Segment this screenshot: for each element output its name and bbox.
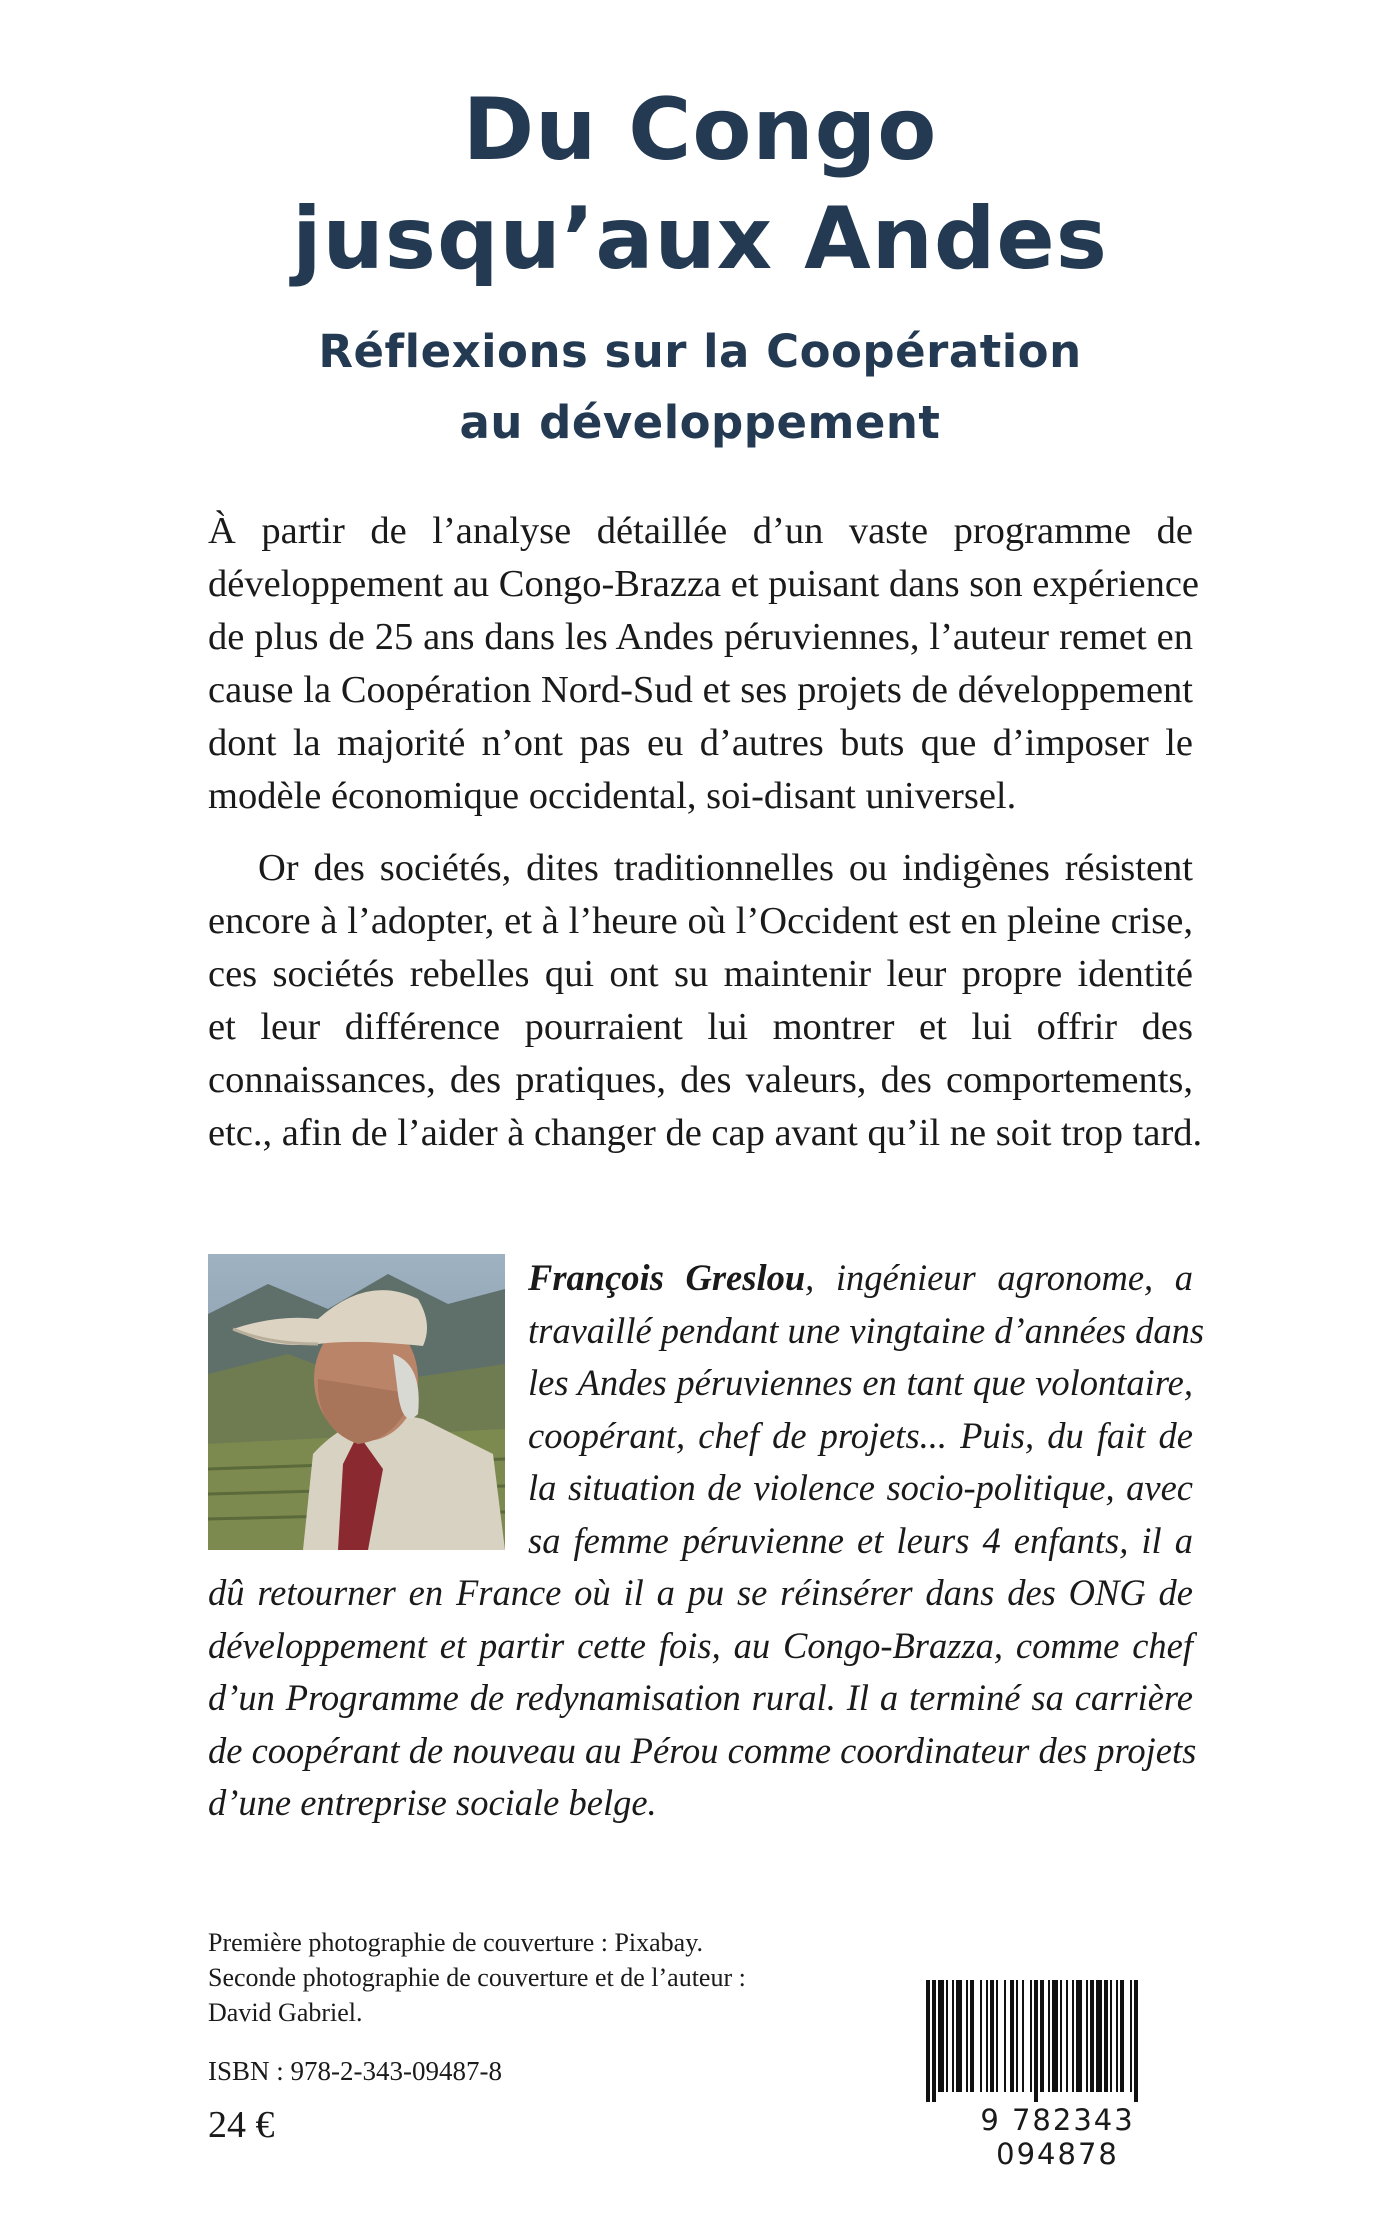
credit-line: David Gabriel. — [208, 1998, 363, 2027]
barcode-bar — [926, 1980, 930, 2102]
author-bio-beside-photo — [528, 1252, 1205, 1567]
author-bio-full-width — [208, 1567, 1197, 1830]
barcode-bar — [986, 1980, 988, 2092]
barcode-bar — [1030, 1980, 1032, 2092]
barcode-bar — [956, 1980, 962, 2092]
barcode-bar — [990, 1980, 994, 2092]
photo-credits — [208, 1925, 808, 2030]
barcode-bar — [1052, 1980, 1058, 2092]
bio-line: coopérant, chef de projets... Puis, du fait de — [528, 1414, 1193, 1456]
isbn: ISBN : 978-2-343-09487-8 — [208, 2056, 502, 2086]
author-name: François Greslou — [528, 1257, 806, 1298]
barcode-bar — [1022, 1980, 1024, 2092]
credit-line: Seconde photographie de couverture et de l’auteur : — [208, 1963, 746, 1992]
book-subtitle-line-2: au développement — [459, 396, 941, 449]
barcode-bar — [1034, 1980, 1038, 2102]
bio-line: les Andes péruviennes en tant que volontaire, — [528, 1362, 1193, 1403]
barcode-bars — [920, 1980, 1195, 2102]
barcode-bar — [996, 1980, 998, 2092]
barcode — [920, 1980, 1195, 2171]
barcode-bar — [938, 1980, 944, 2092]
barcode-bar — [952, 1980, 954, 2092]
barcode-digits: 9 782343 094878 — [980, 2103, 1135, 2171]
book-title-line-2: jusqu’aux Andes — [292, 189, 1108, 289]
author-photo — [208, 1254, 505, 1550]
barcode-bar — [1116, 1980, 1118, 2092]
barcode-bar — [932, 1980, 936, 2102]
summary-paragraph-1 — [208, 505, 1200, 823]
barcode-bar — [1104, 1980, 1108, 2092]
bio-line: sa femme péruvienne et leurs 4 enfants, il a — [528, 1519, 1193, 1561]
summary-line: ces sociétés rebelles qui ont su maintenir leur propre identité — [208, 953, 1193, 995]
summary-line: Or des sociétés, dites traditionnelles ou indigènes résistent — [258, 847, 1193, 889]
barcode-bar — [1072, 1980, 1074, 2092]
summary-line: cause la Coopération Nord-Sud et ses projets de développement — [208, 669, 1193, 711]
barcode-bar — [1086, 1980, 1088, 2092]
bio-line: d’un Programme de redynamisation rural. Il a terminé sa carrière — [208, 1677, 1193, 1718]
summary-line: connaissances, des pratiques, des valeurs, des comportements, — [208, 1059, 1193, 1101]
price: 24 € — [208, 2104, 275, 2146]
summary-line: modèle économique occidental, soi-disant universel. — [208, 775, 1017, 817]
barcode-bar — [1004, 1980, 1006, 2092]
barcode-bar — [1066, 1980, 1068, 2092]
author-portrait-image — [208, 1254, 505, 1550]
summary-line: développement au Congo-Brazza et puisant dans son expérience — [208, 563, 1200, 605]
summary-line: etc., afin de l’aider à changer de cap avant qu’il ne soit trop tard. — [208, 1112, 1203, 1154]
barcode-bar — [1120, 1980, 1124, 2092]
bio-line: , ingénieur agronome, a — [805, 1257, 1193, 1298]
bio-line: dû retourner en France où il a pu se réinsérer dans des ONG de — [208, 1572, 1193, 1613]
barcode-bar — [1090, 1980, 1094, 2092]
barcode-bar — [1096, 1980, 1102, 2092]
book-title-line-1: Du Congo — [462, 80, 938, 180]
summary-line: encore à l’adopter, et à l’heure où l’Occident est en pleine crise, — [208, 900, 1193, 942]
summary-line: dont la majorité n’ont pas eu d’autres buts que d’imposer le — [208, 722, 1193, 764]
credit-line: Première photographie de couverture : Pixabay. — [208, 1928, 704, 1957]
barcode-bar — [1040, 1980, 1044, 2092]
summary-line: et leur différence pourraient lui montrer et lui offrir des — [208, 1006, 1193, 1048]
bio-line: d’une entreprise sociale belge. — [208, 1782, 657, 1823]
bio-line: de coopérant de nouveau au Pérou comme coordinateur des projets — [208, 1729, 1197, 1771]
book-subtitle-line-1: Réflexions sur la Coopération — [318, 325, 1082, 378]
barcode-bar — [1134, 1980, 1138, 2102]
barcode-bar — [1130, 1980, 1132, 2092]
barcode-bar — [1060, 1980, 1062, 2092]
barcode-bar — [966, 1980, 968, 2092]
barcode-bar — [1010, 1980, 1014, 2092]
bio-line: la situation de violence socio-politique, avec — [528, 1467, 1193, 1508]
summary-line: de plus de 25 ans dans les Andes péruviennes, l’auteur remet en — [208, 616, 1193, 658]
bio-line: développement et partir cette fois, au Congo-Brazza, comme chef — [208, 1624, 1193, 1666]
barcode-bar — [1076, 1980, 1082, 2092]
bio-line: travaillé pendant une vingtaine d’années dans — [528, 1309, 1205, 1351]
barcode-bar — [946, 1980, 948, 2092]
barcode-bar — [1016, 1980, 1018, 2092]
barcode-bar — [970, 1980, 974, 2092]
barcode-bar — [1110, 1980, 1112, 2092]
summary-paragraph-2 — [208, 842, 1203, 1160]
barcode-bar — [980, 1980, 982, 2092]
barcode-bar — [1048, 1980, 1050, 2092]
summary-line: À partir de l’analyse détaillée d’un vaste programme de — [208, 510, 1193, 552]
